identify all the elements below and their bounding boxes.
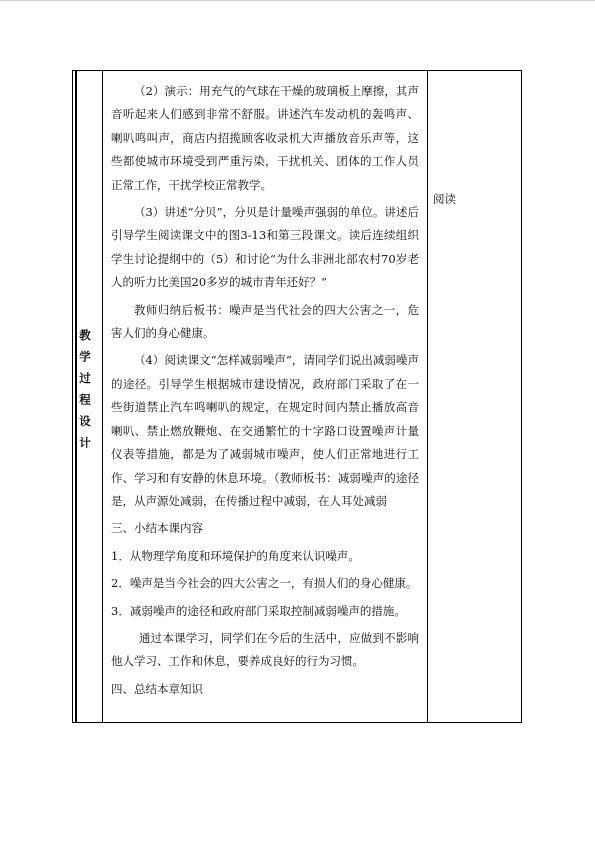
summary-item-2: 2．噪声是当今社会的四大公害之一，有损人们的身心健康。 xyxy=(111,576,418,591)
content-cell xyxy=(103,71,428,722)
summary-item-1: 1．从物理学角度和环境保护的角度来认识噪声。 xyxy=(111,548,360,563)
note-cell xyxy=(428,71,521,722)
paragraph-decibel: （3）讲述“分贝”，分贝是计量噪声强弱的单位。讲述后引导学生阅读课文中的图3-13和第三段课文。读后连续组织学生讨论提纲中的（5）和讨论“为什么非洲北部农村70岁老人的听力比美国20多岁的城市青年还好？” xyxy=(111,205,419,290)
section-label-cell xyxy=(73,71,103,722)
paragraph-conclusion: 通过本课学习，同学们在今后的生活中，应做到不影响他人学习、工作和休息，要养成良好的行为习惯。 xyxy=(111,630,419,669)
section-label: 教学过程设计 xyxy=(78,329,92,458)
heading-chapter-summary: 四、总结本章知识 xyxy=(111,681,203,696)
summary-item-3: 3．减弱噪声的途径和政府部门采取控制减弱噪声的措施。 xyxy=(111,603,406,618)
lesson-plan-table xyxy=(72,70,522,723)
paragraph-reduce-noise: （4）阅读课文“怎样减弱噪声”，请同学们说出减弱噪声的途径。引导学生根据城市建设情况，政府部门采取了在一些街道禁止汽车鸣喇叭的规定，在规定时间内禁止播放高音喇叭、禁止燃放鞭炮、在交通繁忙的十字路口设置噪声计量仪表等措施，都是为了减弱城市噪声，使人们正常地进行工作、学习和有安静的休息环境。（教师板书：减弱噪声的途径是，从声源处减弱，在传播过程中减弱，在人耳处减弱 xyxy=(111,353,419,508)
heading-lesson-summary: 三、小结本课内容 xyxy=(111,521,203,536)
note-text: 阅读 xyxy=(433,192,456,206)
paragraph-board-summary: 教师归纳后板书：噪声是当代社会的四大公害之一，危害人们的身心健康。 xyxy=(111,302,419,341)
page-top-rule xyxy=(0,0,595,1)
paragraph-demo: （2）演示：用充气的气球在干燥的玻璃板上摩擦，其声音听起来人们感到非常不舒服。讲述汽车发动机的轰鸣声、喇叭鸣叫声，商店内招揽顾客收录机大声播放音乐声等，这些都使城市环境受到严重污染，干扰机关、团体的工作人员正常工作，干扰学校正常教学。 xyxy=(111,84,419,192)
